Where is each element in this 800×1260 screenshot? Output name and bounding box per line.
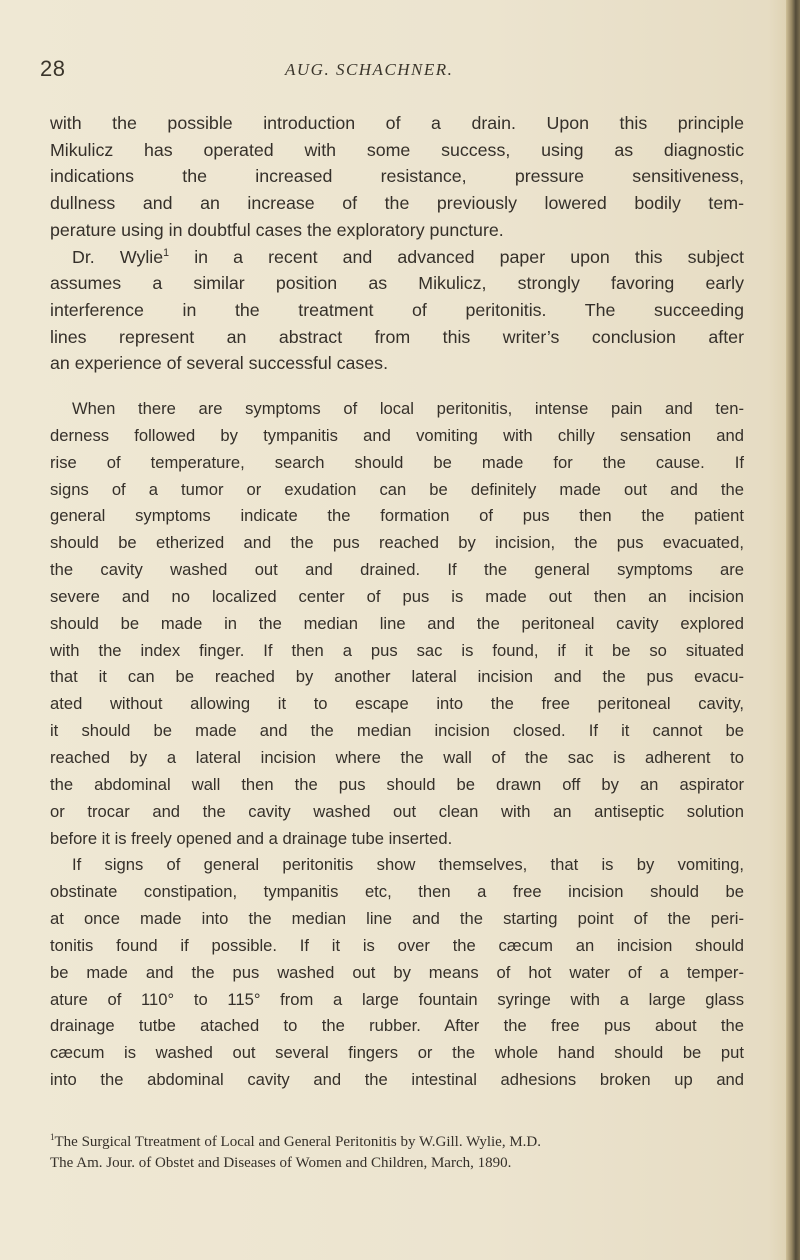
- text-line: lines represent an abstract from this writer’s conclusion after: [50, 326, 744, 347]
- text-line: derness followed by tympanitis and vomiting with chilly sensation and: [50, 425, 744, 445]
- text-line: severe and no localized center of pus is made out then an incision: [50, 586, 744, 606]
- text-line: should be made in the median line and the peritoneal cavity explored: [50, 613, 744, 633]
- text-line: indications the increased resistance, pressure sensitiveness,: [50, 166, 744, 187]
- text-fragment: Dr. Wylie: [72, 246, 164, 267]
- text-line: drainage tutbe atached to the rubber. After the free pus about the: [50, 1016, 744, 1036]
- text-line: Mikulicz has operated with some success, using as diagnostic: [50, 139, 744, 160]
- text-line: dullness and an increase of the previously lowered bodily tem-: [50, 193, 744, 214]
- footnote-text: The Surgical Ttreatment of Local and General Peritonitis by W.Gill. Wylie, M.D.: [54, 1134, 541, 1150]
- text-line: tonitis found if possible. If it is over the cæcum an incision should: [50, 935, 744, 955]
- text-line: should be etherized and the pus reached by incision, the pus evacuated,: [50, 533, 744, 553]
- text-line: signs of a tumor or exudation can be definitely made out and the: [50, 479, 744, 499]
- text-line: it should be made and the median incision closed. If it cannot be: [50, 721, 744, 741]
- text-line: that it can be reached by another lateral incision and the pus evacu-: [50, 667, 744, 687]
- text-line: cæcum is washed out several fingers or the whole hand should be put: [50, 1043, 744, 1063]
- text-line: reached by a lateral incision where the wall of the sac is adherent to: [50, 747, 744, 767]
- text-line: When there are symptoms of local peritonitis, intense pain and ten-: [72, 399, 744, 418]
- footnote-line: [50, 1132, 750, 1153]
- running-head: AUG. SCHACHNER.: [285, 60, 454, 79]
- text-line: If signs of general peritonitis show themselves, that is by vomiting,: [72, 855, 744, 875]
- text-line: an experience of several successful cases.: [50, 353, 389, 374]
- footnote: [50, 1132, 750, 1174]
- footnote-marker: 1: [163, 246, 170, 259]
- text-line: the cavity washed out and drained. If the general symptoms are: [50, 560, 744, 580]
- text-line: be made and the pus washed out by means of hot water of a temper-: [50, 962, 744, 982]
- text-line: or trocar and the cavity washed out clean with an antiseptic solution: [50, 801, 744, 821]
- text-line: into the abdominal cavity and the intestinal adhesions broken up and: [50, 1070, 744, 1090]
- text-line: general symptoms indicate the formation of pus then the patient: [50, 506, 744, 526]
- text-line: ature of 110° to 115° from a large fountain syringe with a large glass: [50, 989, 744, 1009]
- text-line: rise of temperature, search should be made for the cause. If: [50, 452, 744, 472]
- text-line: at once made into the median line and the starting point of the peri-: [50, 909, 744, 929]
- text-line: the abdominal wall then the pus should be drawn off by an aspirator: [50, 774, 744, 794]
- page-number: 28: [40, 56, 66, 81]
- intro-paragraphs: [50, 110, 744, 377]
- text-line: interference in the treatment of peritonitis. The succeeding: [50, 299, 744, 320]
- footnote-line: The Am. Jour. of Obstet and Diseases of Women and Children, March, 1890.: [50, 1155, 512, 1171]
- page-edge-shadow: [786, 0, 800, 1260]
- footnote-marker: 1: [50, 1132, 55, 1142]
- text-line: perature using in doubtful cases the exploratory puncture.: [50, 219, 504, 240]
- text-line: with the possible introduction of a drain. Upon this principle: [50, 113, 744, 133]
- text-fragment: in a recent and advanced paper upon this subject: [194, 246, 744, 267]
- text-line-with-footnote: [50, 244, 744, 271]
- text-line: assumes a similar position as Mikulicz, strongly favoring early: [50, 273, 744, 294]
- text-line: with the index finger. If then a pus sac is found, if it be so situated: [50, 640, 744, 660]
- quoted-abstract: [50, 396, 744, 1094]
- text-line: before it is freely opened and a drainage tube inserted.: [50, 828, 453, 848]
- text-line: ated without allowing it to escape into the free peritoneal cavity,: [50, 694, 744, 714]
- text-line: obstinate constipation, tympanitis etc, then a free incision should be: [50, 882, 744, 902]
